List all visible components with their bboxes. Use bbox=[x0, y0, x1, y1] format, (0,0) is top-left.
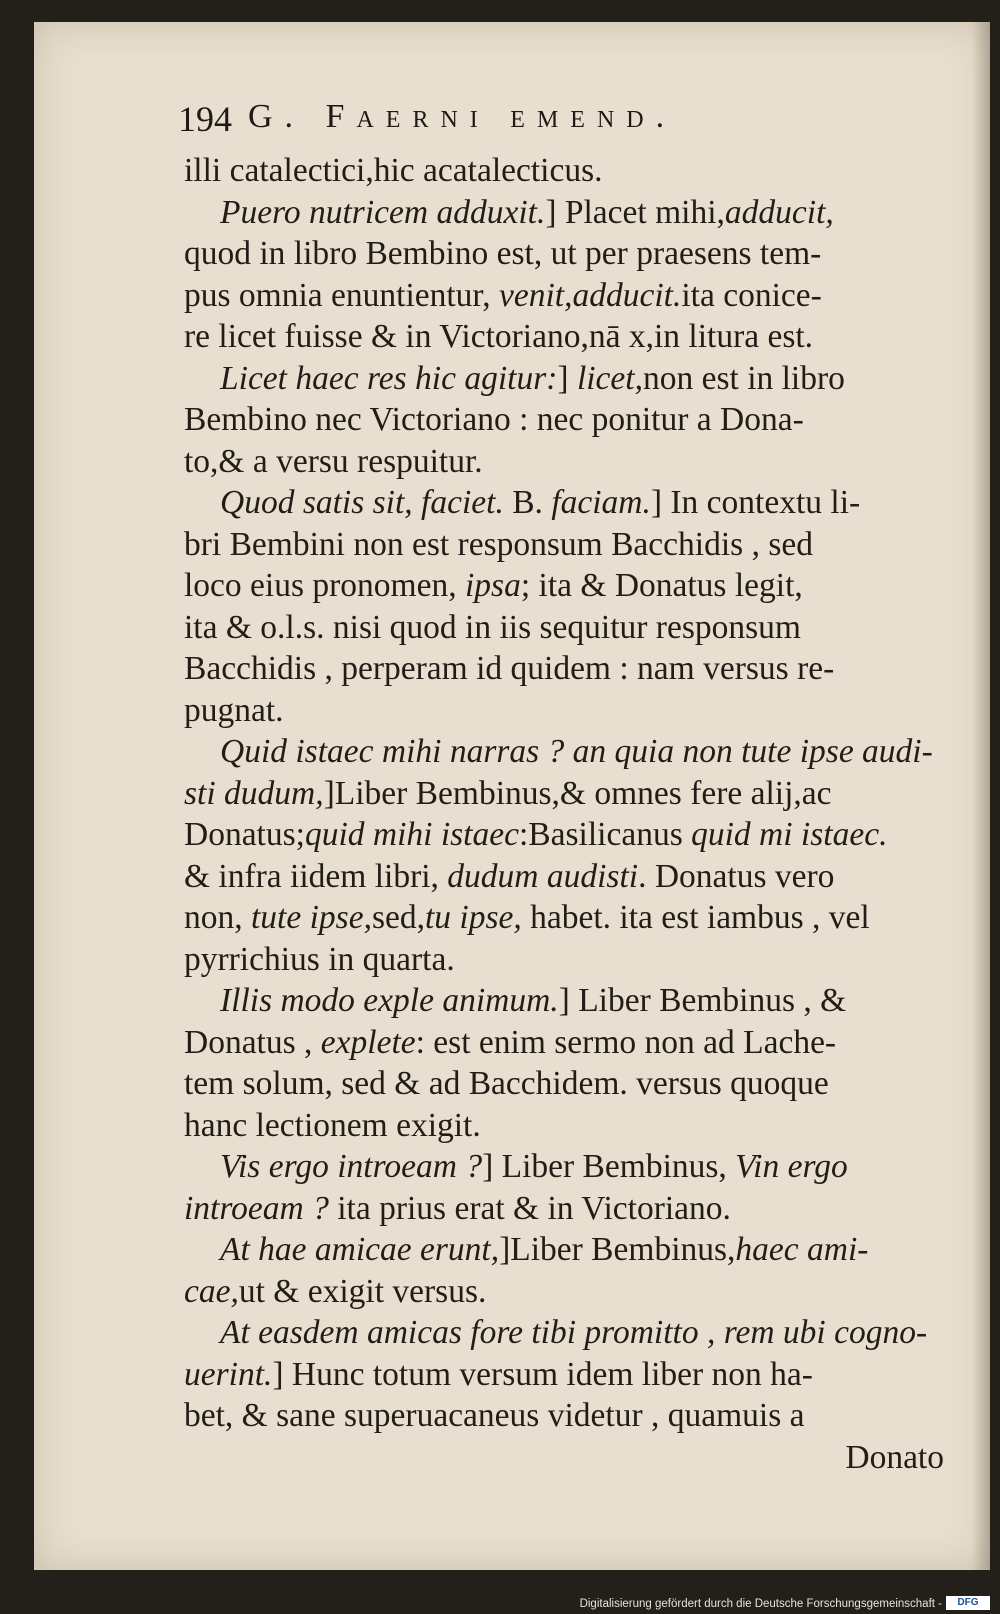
text-segment: ita prius erat & in Victoriano. bbox=[328, 1189, 731, 1227]
text-line bbox=[184, 1105, 944, 1147]
text-segment: Bembino nec Victoriano : nec ponitur a Dona- bbox=[184, 401, 804, 438]
text-segment: illi catalectici,hic acatalecticus. bbox=[184, 152, 603, 189]
italic-segment: uerint. bbox=[184, 1355, 273, 1393]
text-line bbox=[184, 482, 944, 524]
text-segment: ita conice- bbox=[681, 276, 822, 314]
text-segment: ]Liber Bembinus, bbox=[499, 1231, 736, 1268]
text-segment: . Donatus vero bbox=[638, 857, 835, 895]
text-segment: non est in libro bbox=[642, 359, 845, 397]
text-segment: Donatus; bbox=[184, 816, 305, 853]
text-line bbox=[184, 1395, 944, 1437]
text-line bbox=[184, 150, 944, 192]
text-line bbox=[184, 773, 944, 815]
italic-segment: explete bbox=[320, 1023, 416, 1061]
text-segment: pyrrichius in quarta. bbox=[184, 940, 455, 978]
running-title: G. Faerni emend. bbox=[248, 98, 677, 135]
running-head bbox=[178, 92, 838, 148]
text-line bbox=[184, 897, 944, 939]
italic-segment: introeam ? bbox=[184, 1189, 329, 1227]
text-line bbox=[184, 441, 944, 483]
italic-segment: cae, bbox=[184, 1272, 239, 1310]
text-line bbox=[184, 233, 944, 275]
italic-segment: licet, bbox=[576, 359, 643, 397]
text-line bbox=[184, 192, 944, 234]
text-segment: ] Placet mihi, bbox=[545, 193, 725, 231]
text-segment: Donatus , bbox=[184, 1023, 321, 1061]
italic-segment: ipsa bbox=[464, 567, 521, 604]
italic-segment: Illis modo exple animum. bbox=[220, 982, 559, 1019]
text-segment: hanc lectionem exigit. bbox=[184, 1106, 481, 1144]
body-text bbox=[184, 150, 944, 1478]
text-segment: ] Liber Bembinus, bbox=[482, 1148, 736, 1185]
text-segment: bri Bembini non est responsum Bacchidis , sed bbox=[184, 525, 813, 563]
text-segment: non, bbox=[184, 899, 251, 936]
italic-segment: Quod satis sit, faciet. bbox=[220, 484, 513, 521]
italic-segment: quid mi istaec. bbox=[691, 816, 888, 853]
text-segment: & infra iidem libri, bbox=[184, 857, 448, 895]
digitization-credit: Digitalisierung gefördert durch die Deutsche Forschungsgemeinschaft - bbox=[579, 1598, 942, 1610]
text-segment: ] Hunc totum versum idem liber non ha- bbox=[272, 1355, 813, 1393]
text-line bbox=[184, 607, 944, 649]
text-segment: pugnat. bbox=[184, 691, 284, 729]
dfg-logo: DFG bbox=[946, 1596, 990, 1610]
text-segment: bet, & sane superuacaneus videtur , quamuis a bbox=[184, 1397, 805, 1434]
text-segment: ]Liber Bembinus,& omnes fere alij,ac bbox=[323, 774, 832, 812]
text-segment: Donato bbox=[845, 1438, 944, 1476]
text-segment: ; ita & Donatus legit, bbox=[520, 567, 803, 604]
book-page bbox=[34, 22, 990, 1570]
italic-segment: Vis ergo introeam ? bbox=[220, 1148, 483, 1185]
text-segment: to,& a versu respuitur. bbox=[184, 442, 483, 480]
text-line bbox=[184, 275, 944, 317]
text-line bbox=[184, 1063, 944, 1105]
italic-segment: At hae amicae erunt, bbox=[220, 1231, 500, 1268]
text-segment: :Basilicanus bbox=[518, 816, 692, 853]
text-segment: ut & exigit versus. bbox=[238, 1272, 487, 1310]
text-segment: Bacchidis , perperam id quidem : nam versus re- bbox=[184, 650, 835, 687]
text-segment: pus omnia enuntientur, bbox=[184, 276, 499, 314]
text-line bbox=[184, 814, 944, 856]
italic-segment: dudum audisti bbox=[447, 857, 639, 895]
text-segment: loco eius pronomen, bbox=[184, 567, 465, 604]
text-line bbox=[184, 1437, 944, 1479]
italic-segment: tute ipse, bbox=[251, 899, 372, 936]
italic-segment: quid mihi istaec bbox=[304, 816, 519, 853]
italic-segment: adducit, bbox=[724, 193, 834, 231]
text-line bbox=[184, 690, 944, 732]
text-line bbox=[184, 1146, 944, 1188]
text-line bbox=[184, 316, 944, 358]
text-segment: ] In contextu li- bbox=[650, 484, 861, 521]
italic-segment: sti dudum, bbox=[184, 774, 324, 812]
italic-segment: venit,adducit. bbox=[499, 276, 682, 314]
text-line bbox=[184, 358, 944, 400]
text-segment: tem solum, sed & ad Bacchidem. versus quoque bbox=[184, 1065, 829, 1102]
text-segment: : est enim sermo non ad Lache- bbox=[415, 1023, 837, 1061]
text-line bbox=[184, 980, 944, 1022]
text-line bbox=[184, 565, 944, 607]
text-segment: habet. ita est iambus , vel bbox=[521, 899, 870, 936]
text-line bbox=[184, 731, 944, 773]
text-segment: ita & o.l.s. nisi quod in iis sequitur responsum bbox=[184, 608, 801, 646]
text-segment: B. bbox=[512, 484, 552, 521]
text-line bbox=[184, 648, 944, 690]
text-line bbox=[184, 1354, 944, 1396]
text-line bbox=[184, 1229, 944, 1271]
italic-segment: haec ami- bbox=[735, 1231, 869, 1268]
text-segment: quod in libro Bembino est, ut per praesens tem- bbox=[184, 235, 822, 272]
text-line bbox=[184, 524, 944, 566]
italic-segment: Licet haec res hic agitur: bbox=[220, 359, 558, 397]
text-line bbox=[184, 856, 944, 898]
italic-segment: Vin ergo bbox=[735, 1148, 848, 1185]
text-line bbox=[184, 1271, 944, 1313]
text-line bbox=[184, 1188, 944, 1230]
text-line bbox=[184, 399, 944, 441]
text-segment: ] bbox=[557, 359, 577, 397]
text-line bbox=[184, 1312, 944, 1354]
italic-segment: Quid istaec mihi narras ? an quia non tute ipse audi- bbox=[220, 733, 933, 770]
italic-segment: faciam. bbox=[551, 484, 651, 521]
text-segment: sed, bbox=[371, 899, 425, 936]
text-line bbox=[184, 939, 944, 981]
italic-segment: Puero nutricem adduxit. bbox=[220, 193, 546, 231]
text-segment: re licet fuisse & in Victoriano,nā x,in litura est. bbox=[184, 318, 814, 355]
page-number: 194 bbox=[178, 99, 232, 139]
text-segment: ] Liber Bembinus , & bbox=[558, 982, 847, 1019]
text-line bbox=[184, 1022, 944, 1064]
italic-segment: At easdem amicas fore tibi promitto , rem ubi cogno- bbox=[220, 1314, 928, 1351]
italic-segment: tu ipse, bbox=[424, 899, 522, 936]
